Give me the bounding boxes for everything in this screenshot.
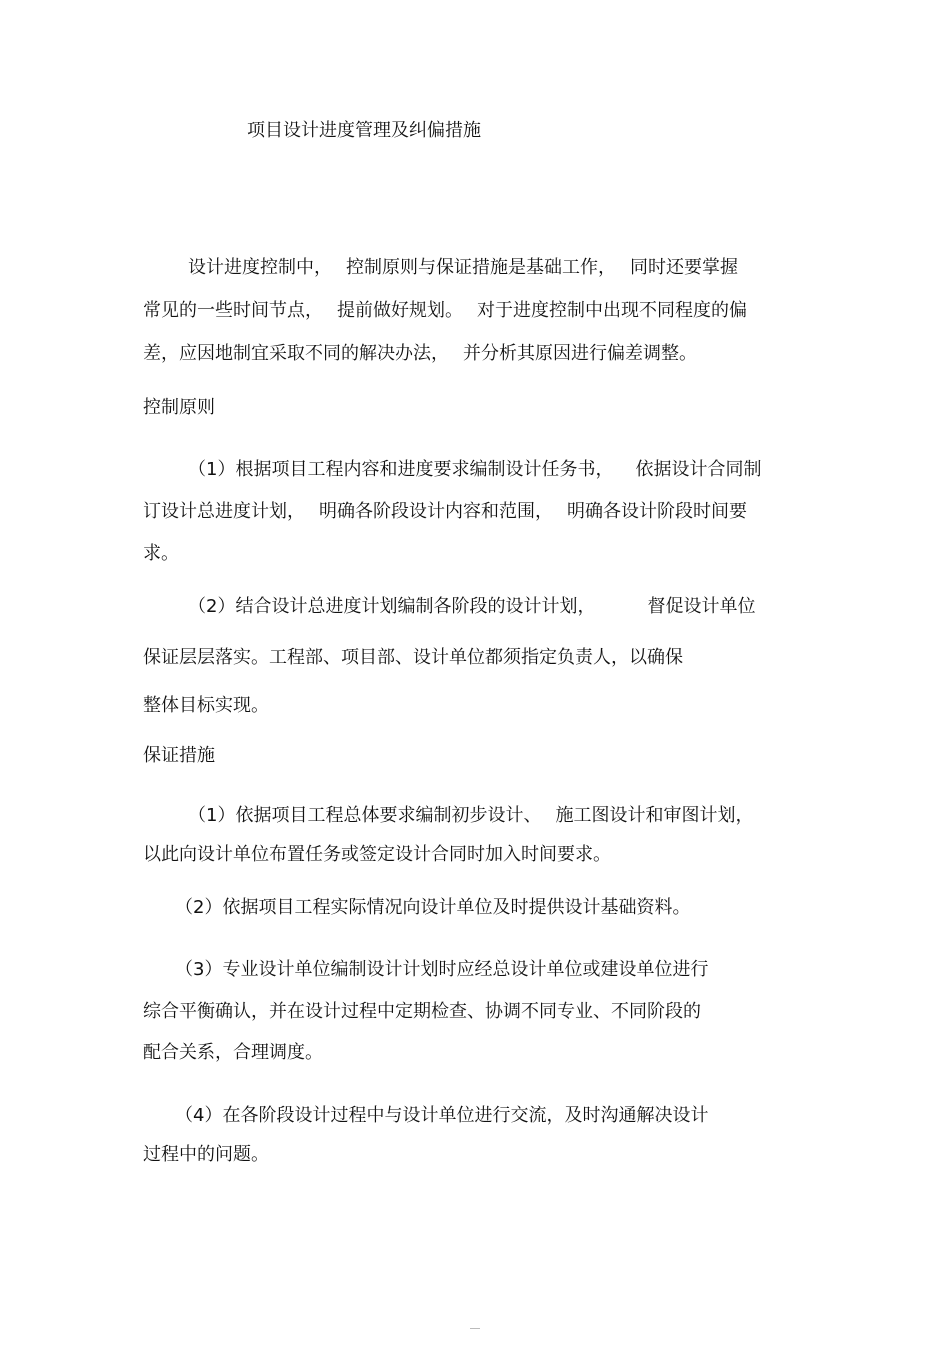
measure-2-line-1: （2）依据项目工程实际情况向设计单位及时提供设计基础资料。 [175, 897, 691, 918]
footer-mark [470, 1328, 480, 1329]
principle-1-line-3: 求。 [143, 543, 179, 564]
measure-3-line-2: 综合平衡确认，并在设计过程中定期检查、协调不同专业、不同阶段的 [143, 1001, 701, 1022]
section-heading-control-principles: 控制原则 [143, 397, 215, 418]
principle-text: （2）结合设计总进度计划编制各阶段的设计计划， [188, 596, 596, 617]
measure-3-line-3: 配合关系，合理调度。 [143, 1042, 323, 1063]
measure-1-line-1 [188, 804, 753, 828]
principle-text: 依据设计合同制 [635, 459, 762, 480]
intro-text: 差，应因地制宜采取不同的解决办法， [143, 343, 449, 364]
principle-1-line-1 [188, 458, 761, 482]
intro-line-2 [143, 299, 747, 323]
measure-text: 施工图设计和审图计划， [555, 805, 754, 826]
intro-text: 控制原则与保证措施是基础工作， [346, 257, 616, 278]
principle-text: 明确各阶段设计内容和范围， [319, 501, 553, 522]
principle-2-line-1 [188, 595, 755, 619]
intro-text: 并分析其原因进行偏差调整。 [463, 343, 697, 364]
measure-text: （1）依据项目工程总体要求编制初步设计、 [188, 805, 542, 826]
intro-text: 常见的一些时间节点， [143, 300, 323, 321]
intro-line-3 [143, 342, 697, 366]
principle-text: 督促设计单位 [647, 596, 756, 617]
measure-1-line-2: 以此向设计单位布置任务或签定设计合同时加入时间要求。 [143, 844, 611, 865]
measure-4-line-1: （4）在各阶段设计过程中与设计单位进行交流，及时沟通解决设计 [175, 1105, 709, 1126]
intro-line-1 [188, 256, 738, 280]
principle-2-line-3: 整体目标实现。 [143, 695, 269, 716]
principle-text: 订设计总进度计划， [143, 501, 305, 522]
measure-3-line-1: （3）专业设计单位编制设计计划时应经总设计单位或建设单位进行 [175, 959, 709, 980]
measure-4-line-2: 过程中的问题。 [143, 1144, 269, 1165]
intro-text: 同时还要掌握 [630, 257, 738, 278]
document-title: 项目设计进度管理及纠偏措施 [247, 120, 481, 141]
section-heading-guarantee-measures: 保证措施 [143, 745, 215, 766]
principle-2-line-2: 保证层层落实。工程部、项目部、设计单位都须指定负责人，以确保 [143, 647, 683, 668]
intro-text: 提前做好规划。 [337, 300, 463, 321]
intro-text: 对于进度控制中出现不同程度的偏 [477, 300, 747, 321]
principle-text: 明确各设计阶段时间要 [567, 501, 747, 522]
principle-text: （1）根据项目工程内容和进度要求编制设计任务书， [188, 459, 614, 480]
intro-text: 设计进度控制中， [188, 257, 332, 278]
principle-1-line-2 [143, 500, 747, 524]
